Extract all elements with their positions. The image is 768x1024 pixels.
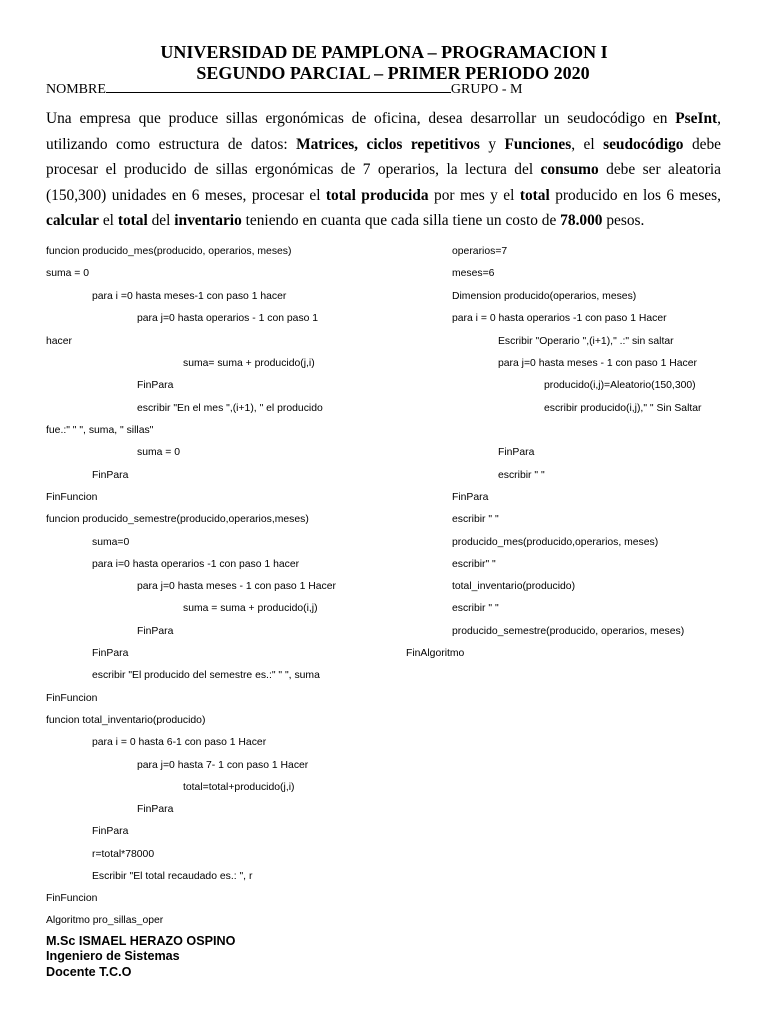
statement-text: debe ser aleatoria (150,300) unidades en 6 meses, procesar el (46, 161, 721, 204)
statement-bold: Matrices, ciclos repetitivos (296, 135, 480, 153)
statement-text: por mes y el (428, 186, 520, 204)
code-line: Dimension producido(operarios, meses) (452, 291, 637, 302)
code-line: escribir " " (498, 470, 545, 481)
statement-text: Una empresa que produce sillas ergonómicas de oficina, desea desarrollar un seudocódigo en (46, 110, 676, 127)
statement-text: el (99, 212, 118, 229)
code-line: producido(i,j)=Aleatorio(150,300) (544, 380, 696, 391)
code-line: suma = 0 (46, 268, 90, 279)
code-line: meses=6 (452, 268, 495, 279)
statement-bold: total (117, 212, 148, 229)
grupo-label: GRUPO - M (450, 82, 523, 97)
statement-text: teniendo en cuanta que cada silla tiene un costo de (241, 212, 561, 229)
statement-bold: inventario (174, 212, 242, 229)
code-line: para i = 0 hasta operarios -1 con paso 1 Hacer (452, 313, 667, 324)
problem-statement (46, 106, 721, 234)
name-blank-line (106, 82, 451, 93)
code-line: r=total*78000 (92, 849, 155, 860)
code-line: escribir" " (452, 559, 496, 570)
code-line: FinPara (137, 804, 174, 815)
code-line: Escribir "Operario ",(i+1)," .:" sin saltar (498, 336, 674, 347)
statement-text: , el (571, 135, 604, 153)
code-line: suma = suma + producido(i,j) (183, 603, 318, 614)
code-line: FinPara (92, 826, 129, 837)
code-line: total_inventario(producido) (452, 581, 576, 592)
code-line: FinPara (452, 492, 489, 503)
page-subtitle: SEGUNDO PARCIAL – PRIMER PERIODO 2020 (196, 63, 590, 83)
code-line: suma=0 (92, 537, 130, 548)
code-line: escribir " " (452, 514, 499, 525)
statement-bold: seudocódigo (603, 135, 684, 153)
code-line: FinFuncion (46, 893, 98, 904)
statement-bold: PseInt (675, 110, 718, 127)
statement-text: debe procesar el producido de sillas ergonómicas de 7 operarios, la lectura del (46, 135, 722, 178)
code-line: suma = 0 (137, 447, 181, 458)
code-line: para j=0 hasta 7- 1 con paso 1 Hacer (137, 760, 309, 771)
nombre-label: NOMBRE (46, 82, 106, 97)
name-field-row (46, 82, 736, 98)
statement-text: pesos. (602, 212, 645, 229)
code-line: FinAlgoritmo (406, 648, 465, 659)
code-line: FinPara (137, 380, 174, 391)
code-line: escribir "En el mes ",(i+1), " el producido (137, 403, 323, 414)
code-line: para i = 0 hasta 6-1 con paso 1 Hacer (92, 737, 267, 748)
code-line: producido_mes(producido,operarios, meses) (452, 537, 659, 548)
code-line: para j=0 hasta meses - 1 con paso 1 Hacer (498, 358, 697, 369)
statement-bold: consumo (540, 161, 599, 178)
code-line: escribir " " (452, 603, 499, 614)
code-line: Escribir "El total recaudado es.: ", r (92, 871, 253, 882)
code-line: para i =0 hasta meses-1 con paso 1 hacer (92, 291, 287, 302)
code-line: para i=0 hasta operarios -1 con paso 1 hacer (92, 559, 300, 570)
code-line: total=total+producido(j,i) (183, 782, 295, 793)
code-line: producido_semestre(producido, operarios, meses) (452, 626, 685, 637)
code-line: funcion producido_semestre(producido,operarios,meses) (46, 514, 309, 525)
code-line: FinPara (92, 470, 129, 481)
statement-bold: total producida (325, 186, 429, 204)
statement-text: producido en los 6 meses, (549, 186, 721, 204)
statement-bold: Funciones (504, 135, 572, 153)
code-line: escribir "El producido del semestre es.:" " ", suma (92, 670, 320, 681)
code-line: FinPara (92, 648, 129, 659)
code-line: FinPara (498, 447, 535, 458)
code-line: escribir producido(i,j)," " Sin Saltar (544, 403, 702, 414)
statement-text: , utilizando como estructura de datos: (46, 110, 721, 153)
code-line: Algoritmo pro_sillas_oper (46, 915, 164, 926)
statement-bold: total (519, 186, 550, 204)
code-line: para j=0 hasta operarios - 1 con paso 1 (137, 313, 319, 324)
page-title: UNIVERSIDAD DE PAMPLONA – PROGRAMACION I (160, 42, 608, 62)
code-line: FinFuncion (46, 492, 98, 503)
statement-text: del (147, 212, 175, 229)
code-line: operarios=7 (452, 246, 508, 257)
statement-text: y (479, 135, 505, 153)
author-name: M.Sc ISMAEL HERAZO OSPINO (46, 934, 236, 948)
code-line: hacer (46, 336, 72, 347)
author-title: Ingeniero de Sistemas (46, 949, 180, 963)
code-line: funcion total_inventario(producido) (46, 715, 206, 726)
code-line: FinPara (137, 626, 174, 637)
code-line: funcion producido_mes(producido, operarios, meses) (46, 246, 292, 257)
author-role: Docente T.C.O (46, 965, 132, 979)
statement-bold: calcular (46, 212, 99, 229)
code-line: suma= suma + producido(j,i) (183, 358, 315, 369)
code-line: para j=0 hasta meses - 1 con paso 1 Hacer (137, 581, 336, 592)
statement-bold: 78.000 (560, 212, 603, 229)
code-line: FinFuncion (46, 693, 98, 704)
code-line: fue.:" " ", suma, " sillas" (46, 425, 154, 436)
